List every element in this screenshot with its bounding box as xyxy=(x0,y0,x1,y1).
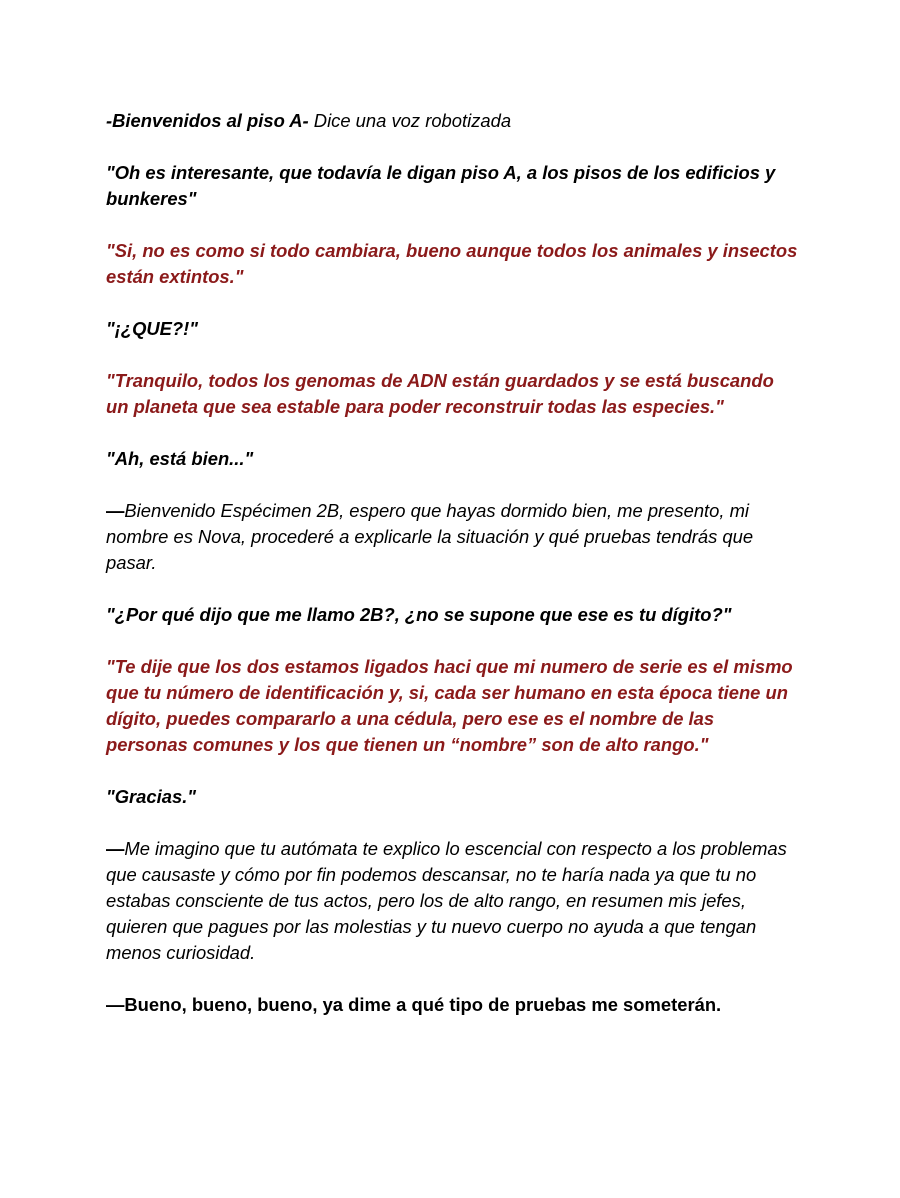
narration-text: Bienvenido Espécimen 2B, espero que hayas dormido bien, me presento, mi nombre es Nova, procederé a explicarle la situación y qué pruebas tendrás que pasar. xyxy=(106,500,754,573)
document-page xyxy=(106,108,800,1044)
dialogue-line: "Oh es interesante, que todavía le digan piso A, a los pisos de los edificios y bunkeres" xyxy=(106,162,776,209)
em-dash: — xyxy=(106,500,125,521)
dialogue-line-red: "Tranquilo, todos los genomas de ADN están guardados y se está buscando un planeta que sea estable para poder reconstruir todas las especies." xyxy=(106,370,774,417)
dialogue-line: "Gracias." xyxy=(106,786,197,807)
dialogue-line: "¡¿QUE?!" xyxy=(106,318,199,339)
dialogue-line-final: —Bueno, bueno, bueno, ya dime a qué tipo de pruebas me someterán. xyxy=(106,994,722,1015)
em-dash: — xyxy=(106,838,125,859)
narration-paragraph xyxy=(106,836,800,966)
paragraph-announcement xyxy=(106,108,800,134)
announcement-narration: Dice una voz robotizada xyxy=(308,110,512,131)
dialogue-line-red: "Si, no es como si todo cambiara, bueno aunque todos los animales y insectos están extintos." xyxy=(106,240,798,287)
announcement-lead: -Bienvenidos al piso A- xyxy=(106,110,309,131)
dialogue-line: "¿Por qué dijo que me llamo 2B?, ¿no se supone que ese es tu dígito?" xyxy=(106,604,732,625)
narration-text: Me imagino que tu autómata te explico lo escencial con respecto a los problemas que causaste y cómo por fin podemos descansar, no te haría nada ya que tu no estabas consciente de tus actos, pero los de alto rango, en resumen mis jefes, quieren que pagues por las molestias y tu nuevo cuerpo no ayuda a que tengan menos curiosidad. xyxy=(106,838,787,963)
dialogue-line-red: "Te dije que los dos estamos ligados haci que mi numero de serie es el mismo que tu número de identificación y, si, cada ser humano en esta época tiene un dígito, puedes compararlo a una cédula, pero ese es el nombre de las personas comunes y los que tienen un “nombre” son de alto rango." xyxy=(106,656,793,755)
dialogue-line: "Ah, está bien..." xyxy=(106,448,254,469)
narration-paragraph xyxy=(106,498,800,576)
